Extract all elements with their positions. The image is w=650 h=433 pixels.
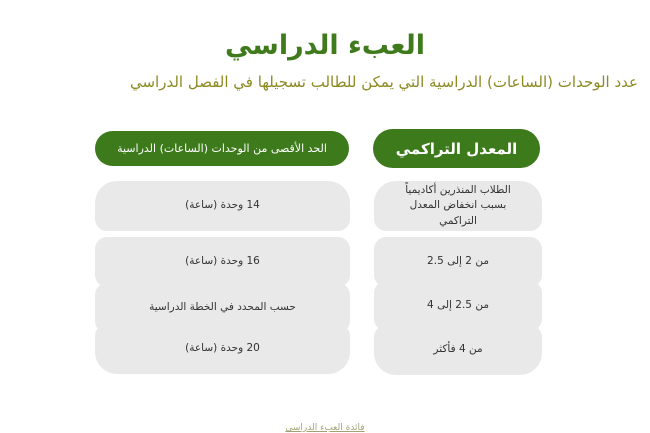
max-units-cell xyxy=(95,237,350,287)
max-units-header: الحد الأقصى من الوحدات (الساعات) الدراسية xyxy=(95,131,349,166)
page-title: العبء الدراسي xyxy=(224,30,426,61)
max-units-value: حسب المحدد في الخطة الدراسية xyxy=(149,301,296,314)
max-units-cell xyxy=(95,181,350,231)
gpa-cell xyxy=(374,325,542,375)
gpa-cell xyxy=(374,237,542,287)
max-units-cell xyxy=(95,324,350,374)
gpa-value: من 2.5 إلى 4 xyxy=(427,299,489,312)
gpa-value: من 4 فأكثر xyxy=(433,343,483,356)
max-units-value: 16 وحدة (ساعة) xyxy=(185,255,260,268)
max-units-value: 14 وحدة (ساعة) xyxy=(185,199,260,212)
gpa-cell xyxy=(374,281,542,331)
page-subtitle: عدد الوحدات (الساعات) الدراسية التي يمكن للطالب تسجيلها في الفصل الدراسي xyxy=(129,73,638,91)
workload-benefit-link[interactable]: فائدة العبء الدراسي xyxy=(285,423,365,433)
gpa-header: المعدل التراكمي xyxy=(373,129,540,168)
gpa-value: الطلاب المنذرين أكاديمياً بسبب انخفاض المعدل التراكمي xyxy=(405,184,511,227)
max-units-value: 20 وحدة (ساعة) xyxy=(185,342,260,355)
gpa-cell xyxy=(374,181,542,231)
gpa-value: من 2 إلى 2.5 xyxy=(427,255,489,268)
